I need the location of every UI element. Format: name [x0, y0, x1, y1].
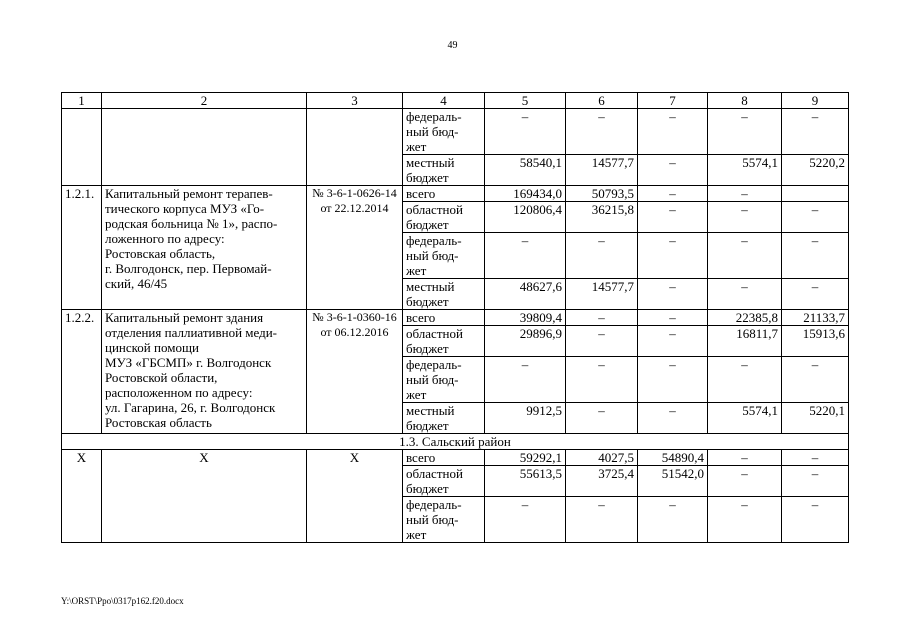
value-cell: 22385,8	[708, 310, 782, 326]
item-name: Капитальный ремонт здания отделения паллиативной меди- цинской помощи МУЗ «ГБСМП» г. Волгодонск Ростовской области, расположенном по адресу: ул. Гагарина, 26, г. Волгодонск Ростовская область	[102, 310, 307, 434]
value-cell: 29896,9	[485, 326, 566, 357]
value-cell: –	[638, 357, 708, 403]
budget-source-label: местный бюджет	[403, 279, 485, 310]
file-path-footer: Y:\ORST\Ppo\0317p162.f20.docx	[61, 596, 184, 606]
document-number: № 3-6-1-0626-14 от 22.12.2014	[307, 186, 403, 310]
budget-table	[61, 92, 849, 543]
value-cell	[782, 186, 849, 202]
value-cell: –	[638, 233, 708, 279]
value-cell: –	[638, 326, 708, 357]
budget-source-label: федераль- ный бюд- жет	[403, 497, 485, 543]
value-cell: 58540,1	[485, 155, 566, 186]
value-cell: 3725,4	[566, 466, 638, 497]
value-cell: –	[638, 186, 708, 202]
value-cell: 14577,7	[566, 279, 638, 310]
budget-source-label: федераль- ный бюд- жет	[403, 109, 485, 155]
budget-source-label: местный бюджет	[403, 403, 485, 434]
budget-source-label: федераль- ный бюд- жет	[403, 357, 485, 403]
value-cell: –	[638, 202, 708, 233]
page-number: 49	[447, 40, 458, 51]
value-cell: –	[638, 155, 708, 186]
header-cell: 2	[102, 93, 307, 109]
value-cell: 5220,2	[782, 155, 849, 186]
value-cell: –	[638, 497, 708, 543]
value-cell: 21133,7	[782, 310, 849, 326]
placeholder-cell: Х	[62, 450, 102, 543]
value-cell: –	[782, 497, 849, 543]
value-cell: –	[708, 450, 782, 466]
header-cell: 6	[566, 93, 638, 109]
header-row	[62, 93, 849, 109]
budget-source-label: всего	[403, 450, 485, 466]
value-cell: –	[708, 186, 782, 202]
value-cell: 14577,7	[566, 155, 638, 186]
value-cell: 9912,5	[485, 403, 566, 434]
value-cell: –	[485, 497, 566, 543]
value-cell: –	[638, 403, 708, 434]
item-index: 1.2.2.	[62, 310, 102, 434]
value-cell: –	[566, 310, 638, 326]
value-cell: –	[782, 450, 849, 466]
value-cell: –	[566, 497, 638, 543]
value-cell: 4027,5	[566, 450, 638, 466]
header-cell: 3	[307, 93, 403, 109]
value-cell: –	[708, 357, 782, 403]
empty-cell	[102, 109, 307, 186]
header-cell: 1	[62, 93, 102, 109]
placeholder-cell: Х	[307, 450, 403, 543]
budget-source-label: областной бюджет	[403, 202, 485, 233]
value-cell: 51542,0	[638, 466, 708, 497]
value-cell: –	[708, 109, 782, 155]
value-cell: –	[782, 233, 849, 279]
item-row	[62, 310, 849, 326]
value-cell: –	[485, 357, 566, 403]
value-cell: –	[566, 109, 638, 155]
continued-row	[62, 109, 849, 155]
value-cell: 15913,6	[782, 326, 849, 357]
value-cell: –	[782, 202, 849, 233]
value-cell: 59292,1	[485, 450, 566, 466]
budget-source-label: местный бюджет	[403, 155, 485, 186]
budget-source-label: областной бюджет	[403, 326, 485, 357]
item-row	[62, 186, 849, 202]
budget-source-label: областной бюджет	[403, 466, 485, 497]
value-cell: –	[485, 109, 566, 155]
value-cell: 50793,5	[566, 186, 638, 202]
budget-source-label: всего	[403, 186, 485, 202]
header-cell: 7	[638, 93, 708, 109]
value-cell: 54890,4	[638, 450, 708, 466]
value-cell: 55613,5	[485, 466, 566, 497]
value-cell: –	[708, 279, 782, 310]
value-cell: –	[782, 357, 849, 403]
value-cell: –	[566, 326, 638, 357]
value-cell: –	[566, 403, 638, 434]
item-index: 1.2.1.	[62, 186, 102, 310]
empty-cell	[307, 109, 403, 186]
value-cell: 169434,0	[485, 186, 566, 202]
header-cell: 8	[708, 93, 782, 109]
value-cell: –	[708, 202, 782, 233]
value-cell: 48627,6	[485, 279, 566, 310]
value-cell: –	[485, 233, 566, 279]
value-cell: –	[566, 357, 638, 403]
header-cell: 9	[782, 93, 849, 109]
value-cell: –	[566, 233, 638, 279]
value-cell: –	[782, 109, 849, 155]
placeholder-cell: Х	[102, 450, 307, 543]
value-cell: –	[708, 233, 782, 279]
value-cell: –	[638, 279, 708, 310]
value-cell: –	[638, 310, 708, 326]
header-cell: 5	[485, 93, 566, 109]
section-heading: 1.3. Сальский район	[62, 434, 849, 450]
budget-source-label: всего	[403, 310, 485, 326]
value-cell: 120806,4	[485, 202, 566, 233]
value-cell: –	[782, 279, 849, 310]
value-cell: 5574,1	[708, 403, 782, 434]
value-cell: –	[638, 109, 708, 155]
value-cell: 39809,4	[485, 310, 566, 326]
value-cell: –	[708, 497, 782, 543]
value-cell: 5220,1	[782, 403, 849, 434]
budget-source-label: федераль- ный бюд- жет	[403, 233, 485, 279]
document-number: № 3-6-1-0360-16 от 06.12.2016	[307, 310, 403, 434]
value-cell: 5574,1	[708, 155, 782, 186]
item-row	[62, 450, 849, 466]
value-cell: 36215,8	[566, 202, 638, 233]
value-cell: –	[782, 466, 849, 497]
item-name: Капитальный ремонт терапев- тического корпуса МУЗ «Го- родская больница № 1», распо- ложенного по адресу: Ростовская область, г. Волгодонск, пер. Первомай- ский, 46/45	[102, 186, 307, 310]
empty-cell	[62, 109, 102, 186]
header-cell: 4	[403, 93, 485, 109]
value-cell: –	[708, 466, 782, 497]
section-row	[62, 434, 849, 450]
value-cell: 16811,7	[708, 326, 782, 357]
